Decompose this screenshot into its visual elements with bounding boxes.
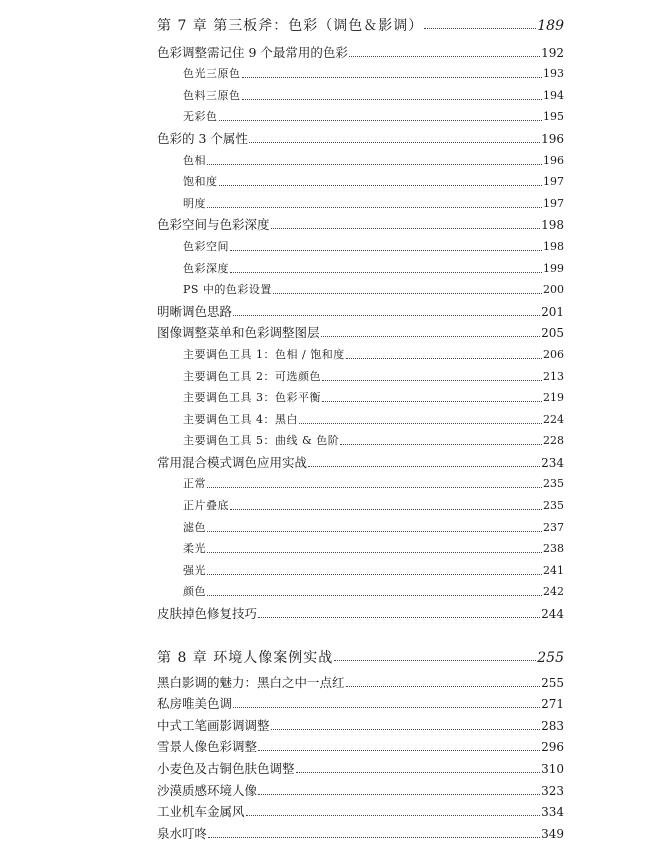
toc-subsection-title: 主要调色工具 5：曲线 & 色阶	[183, 434, 340, 448]
toc-section-title: 黑白影调的魅力：黑白之中一点红	[157, 674, 345, 690]
toc-subsection-page-number: 198	[543, 239, 564, 253]
toc-section-title: 皮肤掉色修复技巧	[157, 606, 258, 622]
toc-subsection-title: 色相	[183, 153, 206, 167]
toc-subsection-page-number: 235	[543, 477, 564, 491]
toc-section-page-number: 283	[541, 718, 564, 733]
toc-section-page-number: 244	[541, 607, 564, 622]
toc-subsection[interactable]	[157, 342, 564, 364]
dot-leader	[258, 794, 540, 795]
dot-leader	[230, 250, 542, 251]
toc-subsection-page-number: 241	[543, 563, 564, 577]
toc-subsection-page-number: 219	[543, 391, 564, 405]
dot-leader	[207, 552, 542, 553]
toc-subsection-title: 色料三原色	[183, 88, 241, 102]
dot-leader	[308, 466, 540, 467]
toc-subsection[interactable]	[157, 256, 564, 278]
dot-leader	[322, 401, 542, 402]
toc-subsection-page-number: 194	[543, 88, 564, 102]
toc-section-page-number: 205	[541, 326, 564, 341]
toc-subsection[interactable]	[157, 580, 564, 602]
toc-subsection[interactable]	[157, 493, 564, 515]
toc-subsection-title: 正片叠底	[183, 499, 229, 513]
toc-section-title: 明晰调色思路	[157, 303, 233, 319]
toc-subsection-page-number: 242	[543, 585, 564, 599]
toc-subsection-page-number: 197	[543, 196, 564, 210]
dot-leader	[273, 293, 542, 294]
toc-subsection-title: 强光	[183, 563, 206, 577]
toc-section[interactable]	[157, 778, 564, 800]
toc-section[interactable]	[157, 692, 564, 714]
dot-leader	[346, 686, 541, 687]
toc-section-page-number: 198	[541, 218, 564, 233]
toc-section[interactable]	[157, 601, 564, 623]
spacer	[157, 0, 564, 11]
dot-leader	[207, 595, 542, 596]
toc-subsection-page-number: 199	[543, 261, 564, 275]
toc-subsection[interactable]	[157, 83, 564, 105]
toc-section-page-number: 349	[541, 826, 564, 841]
toc-subsection[interactable]	[157, 558, 564, 580]
toc-section-page-number: 234	[541, 455, 564, 470]
toc-subsection-title: 正常	[183, 477, 206, 491]
toc-section-page-number: 255	[541, 675, 564, 690]
toc-subsection-title: 主要调色工具 4：黑白	[183, 412, 298, 426]
toc-section[interactable]	[157, 670, 564, 692]
dot-leader	[207, 207, 542, 208]
toc-subsection-page-number: 237	[543, 520, 564, 534]
dot-leader	[349, 56, 540, 57]
toc-subsection[interactable]	[157, 537, 564, 559]
dot-leader	[249, 142, 540, 143]
toc-section-title: 图像调整菜单和色彩调整图层	[157, 325, 320, 341]
toc-subsection[interactable]	[157, 191, 564, 213]
toc-subsection[interactable]	[157, 472, 564, 494]
toc-subsection-page-number: 200	[543, 283, 564, 297]
toc-section[interactable]	[157, 800, 564, 822]
toc-section-page-number: 334	[541, 805, 564, 820]
toc-subsection-title: 主要调色工具 1：色相 / 饱和度	[183, 347, 345, 361]
dot-leader	[322, 380, 542, 381]
toc-section-page-number: 271	[541, 697, 564, 712]
toc-subsection[interactable]	[157, 62, 564, 84]
toc-section-page-number: 201	[541, 304, 564, 319]
toc-subsection-page-number: 195	[543, 110, 564, 124]
toc-section[interactable]	[157, 450, 564, 472]
toc-section-title: 常用混合模式调色应用实战	[157, 454, 308, 470]
toc-subsection-page-number: 197	[543, 175, 564, 189]
toc-section-title: 沙漠质感环境人像	[157, 782, 258, 798]
toc-subsection-page-number: 206	[543, 347, 564, 361]
toc-section-title: 泉水叮咚	[157, 825, 208, 841]
dot-leader	[208, 837, 540, 838]
toc-section-page-number: 296	[541, 740, 564, 755]
toc-subsection[interactable]	[157, 278, 564, 300]
dot-leader	[242, 77, 543, 78]
toc-section[interactable]	[157, 321, 564, 343]
toc-subsection-page-number: 193	[543, 67, 564, 81]
toc-section[interactable]	[157, 299, 564, 321]
dot-leader	[207, 574, 542, 575]
toc-section[interactable]	[157, 40, 564, 62]
toc-subsection[interactable]	[157, 429, 564, 451]
toc-subsection-title: 主要调色工具 3：色彩平衡	[183, 391, 321, 405]
toc-section[interactable]	[157, 756, 564, 778]
toc-section[interactable]	[157, 213, 564, 235]
toc-subsection-title: 滤色	[183, 520, 206, 534]
toc-subsection-page-number: 224	[543, 412, 564, 426]
dot-leader	[242, 99, 543, 100]
spacer	[157, 623, 564, 643]
dot-leader	[246, 815, 541, 816]
toc-subsection-title: 色光三原色	[183, 67, 241, 81]
toc-subsection-title: 色彩深度	[183, 261, 229, 275]
toc-subsection[interactable]	[157, 515, 564, 537]
toc-subsection[interactable]	[157, 386, 564, 408]
chapter-heading-title: 第 7 章 第三板斧：色彩（调色＆影调）	[157, 18, 424, 34]
dot-leader	[258, 750, 540, 751]
toc-subsection-page-number: 235	[543, 499, 564, 513]
toc-subsection-title: 颜色	[183, 585, 206, 599]
dot-leader	[271, 228, 541, 229]
dot-leader	[296, 772, 541, 773]
toc-subsection-title: 饱和度	[183, 175, 218, 189]
toc-section-title: 色彩调整需记住 9 个最常用的色彩	[157, 44, 348, 60]
toc-subsection-page-number: 196	[543, 153, 564, 167]
chapter-heading-page-number: 189	[537, 18, 564, 34]
dot-leader	[340, 444, 542, 445]
dot-leader	[271, 729, 541, 730]
toc-subsection[interactable]	[157, 170, 564, 192]
dot-leader	[321, 336, 541, 337]
dot-leader	[230, 272, 542, 273]
toc-section-title: 色彩的 3 个属性	[157, 130, 248, 146]
toc-subsection-page-number: 213	[543, 369, 564, 383]
toc-section-page-number: 323	[541, 783, 564, 798]
toc-section-title: 雪景人像色彩调整	[157, 739, 258, 755]
toc-subsection-title: 柔光	[183, 542, 206, 556]
dot-leader	[233, 707, 540, 708]
toc-section-page-number: 310	[541, 762, 564, 776]
chapter-heading[interactable]	[157, 643, 564, 667]
toc-subsection-title: 无彩色	[183, 110, 218, 124]
toc-subsection[interactable]	[157, 407, 564, 429]
toc-subsection[interactable]	[157, 105, 564, 127]
toc-section-title: 色彩空间与色彩深度	[157, 217, 270, 233]
dot-leader	[230, 509, 542, 510]
chapter-heading-page-number: 255	[537, 650, 564, 667]
chapter-heading[interactable]	[157, 11, 564, 35]
dot-leader	[207, 164, 542, 165]
chapter-heading-title: 第 8 章 环境人像案例实战	[157, 650, 334, 667]
dot-leader	[334, 660, 536, 661]
toc-subsection-title: PS 中的色彩设置	[183, 283, 272, 297]
toc-section-page-number: 196	[541, 131, 564, 146]
dot-leader	[258, 617, 540, 618]
dot-leader	[233, 315, 540, 316]
toc-section[interactable]	[157, 735, 564, 757]
toc-subsection[interactable]	[157, 148, 564, 170]
toc-section[interactable]	[157, 713, 564, 735]
dot-leader	[219, 120, 543, 121]
dot-leader	[207, 531, 542, 532]
dot-leader	[219, 185, 543, 186]
toc-subsection-page-number: 238	[543, 542, 564, 556]
dot-leader	[346, 358, 542, 359]
dot-leader	[299, 423, 542, 424]
toc-subsection[interactable]	[157, 364, 564, 386]
toc-subsection-title: 明度	[183, 196, 206, 210]
toc-subsection[interactable]	[157, 234, 564, 256]
toc-subsection-title: 主要调色工具 2：可选颜色	[183, 369, 321, 383]
toc-section-title: 小麦色及古铜色肤色调整	[157, 761, 295, 776]
toc-section[interactable]	[157, 126, 564, 148]
toc-subsection-title: 色彩空间	[183, 239, 229, 253]
toc-section-title: 私房唯美色调	[157, 696, 233, 712]
toc-section-page-number: 192	[541, 45, 564, 60]
toc-section-title: 工业机车金属风	[157, 804, 245, 820]
table-of-contents	[157, 0, 564, 843]
toc-section-title: 中式工笔画影调调整	[157, 717, 270, 733]
dot-leader	[424, 28, 536, 29]
toc-section[interactable]	[157, 821, 564, 843]
toc-subsection-page-number: 228	[543, 434, 564, 448]
dot-leader	[207, 487, 542, 488]
